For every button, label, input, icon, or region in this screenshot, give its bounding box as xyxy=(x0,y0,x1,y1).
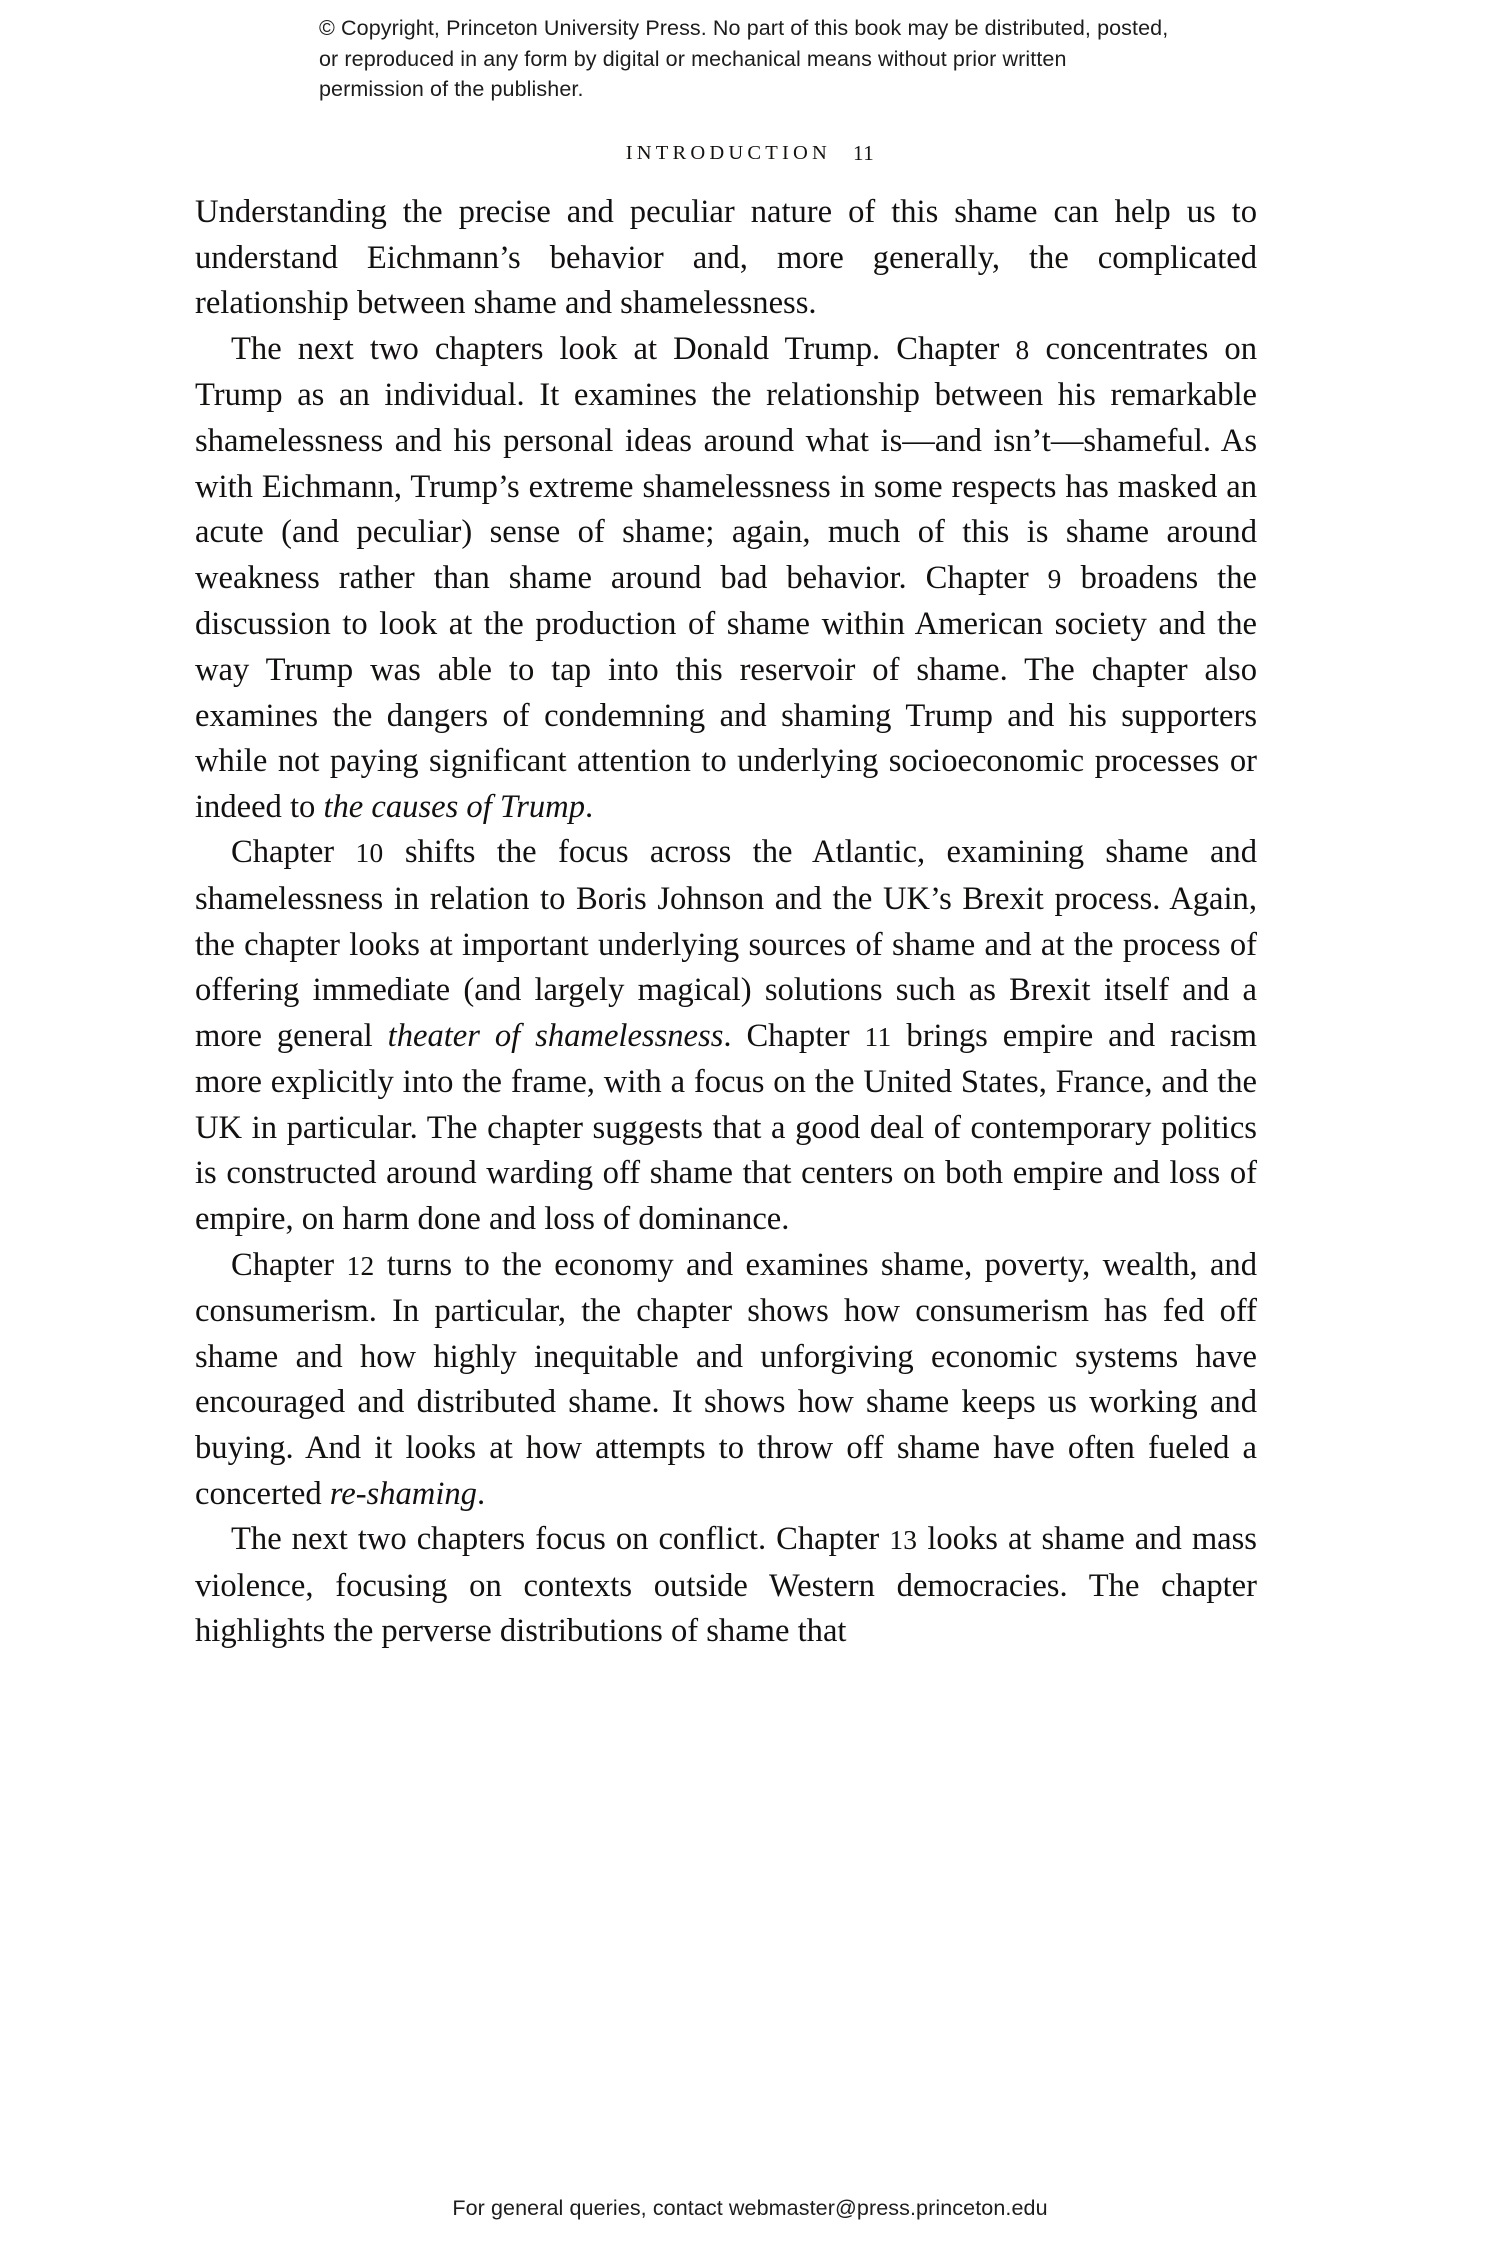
paragraph-3: Chapter 10 shifts the focus across the Atlantic, examining shame and shamelessness in relation to Boris Johnson and the UK’s Brexit process. Again, the chapter looks at important underlying sources of shame and at the process of offering immediate (and largely magical) solutions such as Brexit itself and a more general theater of shamelessness. Chapter 11 brings empire and racism more explicitly into the frame, with a focus on the United States, France, and the UK in particular. The chapter suggests that a good deal of contemporary politics is constructed around warding off shame that centers on both empire and loss of empire, on harm done and loss of dominance. xyxy=(195,834,1257,1238)
paragraph-4: Chapter 12 turns to the economy and examines shame, poverty, wealth, and consumerism. In particular, the chapter shows how consumerism has fed off shame and how highly inequitable and unforgiving economic systems have encouraged and distributed shame. It shows how shame keeps us working and buying. And it looks at how attempts to throw off shame have often fueled a concerted re-shaming. xyxy=(195,1246,1257,1512)
chapter-number-8: 8 xyxy=(1015,334,1030,365)
footer-query-note: For general queries, contact webmaster@press.princeton.edu xyxy=(452,2196,1048,2220)
paragraph-5: The next two chapters focus on conflict. Chapter 13 looks at shame and mass violence, focusing on contexts outside Western democracies. The chapter highlights the perverse distributions of shame that xyxy=(195,1521,1257,1650)
chapter-number-9: 9 xyxy=(1047,563,1062,594)
italic-phrase-theater-of-shamelessness: theater of shamelessness xyxy=(387,1017,724,1054)
page-number: 11 xyxy=(853,141,875,165)
paragraph-1: Understanding the precise and peculiar nature of this shame can help us to understand Eichmann’s behavior and, more generally, the complicated relationship between shame and shamelessness. xyxy=(195,194,1257,322)
copyright-notice: © Copyright, Princeton University Press. No part of this book may be distributed, posted, or reproduced in any form by digital or mechanical means without prior written permission of the publisher. xyxy=(319,16,1169,101)
body-text-column xyxy=(195,190,1257,1655)
running-head-title: INTRODUCTION xyxy=(625,142,832,164)
running-head xyxy=(0,140,1500,165)
italic-phrase-re-shaming: re-shaming xyxy=(329,1475,477,1512)
italic-phrase-causes-of-trump: the causes of Trump xyxy=(323,788,585,825)
chapter-number-10: 10 xyxy=(355,838,384,869)
paragraph-2: The next two chapters look at Donald Trump. Chapter 8 concentrates on Trump as an individual. It examines the relationship between his remarkable shamelessness and his personal ideas around what is—and isn’t—shameful. As with Eichmann, Trump’s extreme shamelessness in some respects has masked an acute (and peculiar) sense of shame; again, much of this is shame around weakness rather than shame around bad behavior. Chapter 9 broadens the discussion to look at the production of shame within American society and the way Trump was able to tap into this reservoir of shame. The chapter also examines the dangers of condemning and shaming Trump and his supporters while not paying significant attention to underlying socioeconomic processes or indeed to the causes of Trump. xyxy=(195,330,1257,825)
chapter-number-12: 12 xyxy=(346,1250,375,1281)
chapter-number-11: 11 xyxy=(864,1021,892,1052)
chapter-number-13: 13 xyxy=(889,1525,918,1556)
